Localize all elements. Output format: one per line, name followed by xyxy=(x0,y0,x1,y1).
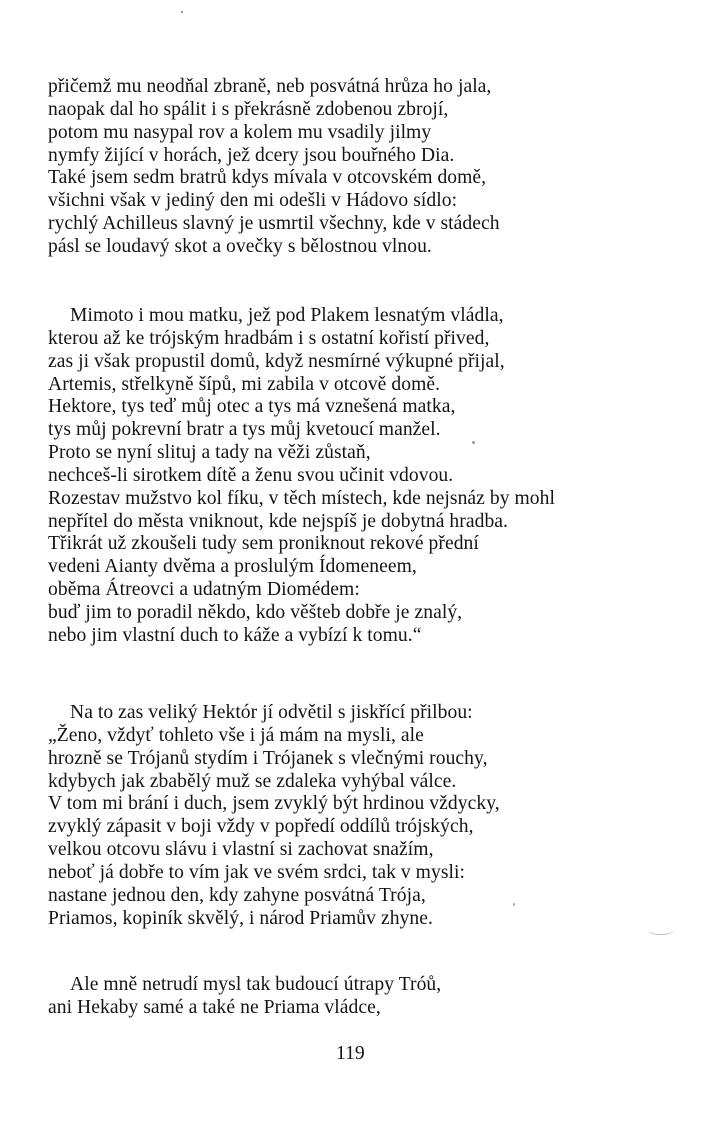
verse-line: buď jim to poradil někdo, kdo věšteb dobře je znalý, xyxy=(48,601,463,623)
verse-line: zvyklý zápasit v boji vždy v popředí oddílů trójských, xyxy=(48,816,474,838)
verse-line: kterou až ke trójským hradbám i s ostatní kořistí přived, xyxy=(48,327,490,349)
verse-line: „Ženo, vždyť tohleto vše i já mám na mysli, ale xyxy=(48,724,424,746)
verse-line-indented: Ale mně netrudí mysl tak budoucí útrapy Tróů, xyxy=(70,974,442,995)
verse-line: přičemž mu neodňal zbraně, neb posvátná hrůza ho jala, xyxy=(48,76,492,97)
verse-line: velkou otcovu slávu i vlastní si zachovat snažím, xyxy=(48,839,434,861)
verse-line: Také jsem sedm bratrů kdys mívala v otcovském domě, xyxy=(48,167,487,189)
verse-line: zas ji však propustil domů, když nesmírné výkupné přijal, xyxy=(48,350,505,372)
verse-line: všichni však v jediný den mi odešli v Hádovo sídlo: xyxy=(48,190,458,212)
scan-speck xyxy=(181,11,183,13)
verse-line: Proto se nyní slituj a tady na věži zůstaň, xyxy=(48,442,371,464)
verse-line: nymfy žijící v horách, jež dcery jsou bouřného Dia. xyxy=(48,144,455,166)
scan-mark xyxy=(648,926,674,935)
verse-line: hrozně se Trójanů stydím i Trójanek s vlečnými rouchy, xyxy=(48,747,488,769)
verse-line: nebo jim vlastní duch to káže a vybízí k tomu.“ xyxy=(48,624,422,646)
verse-line: Rozestav mužstvo kol fíku, v těch místech, kde nejsnáz by mohl xyxy=(48,487,555,509)
page-number: 119 xyxy=(336,1043,365,1064)
scan-speck xyxy=(513,903,515,906)
verse-line: nepřítel do města vniknout, kde nejspíš je dobytná hradba. xyxy=(48,510,508,532)
verse-line: oběma Átreovci a udatným Diomédem: xyxy=(48,579,360,601)
stanza-3 xyxy=(48,702,500,930)
verse-line: Priamos, kopiník skvělý, i národ Priamův zhyne. xyxy=(48,907,433,929)
stanza-2 xyxy=(48,305,555,648)
verse-line: ani Hekaby samé a také ne Priama vládce, xyxy=(48,996,381,1018)
verse-line: rychlý Achilleus slavný je usmrtil všechny, kde v stádech xyxy=(48,213,500,235)
verse-line: V tom mi brání i duch, jsem zvyklý být hrdinou vždycky, xyxy=(48,793,500,815)
verse-line: nastane jednou den, kdy zahyne posvátná Trója, xyxy=(48,884,426,906)
verse-line: kdybych jak zbabělý muž se zdaleka vyhýbal válce. xyxy=(48,770,457,792)
verse-line-indented: Mimoto i mou matku, jež pod Plakem lesnatým vládla, xyxy=(70,305,504,326)
verse-line: nechceš-li sirotkem dítě a ženu svou učinit vdovou. xyxy=(48,464,454,486)
verse-line-indented: Na to zas veliký Hektór jí odvětil s jiskřící přilbou: xyxy=(70,702,473,723)
verse-line: tys můj pokrevní bratr a tys můj kvetoucí manžel. xyxy=(48,419,441,441)
verse-line: vedeni Aianty dvěma a proslulým Ídomeneem, xyxy=(48,556,417,578)
verse-line: pásl se loudavý skot a ovečky s bělostnou vlnou. xyxy=(48,235,432,257)
verse-line: naopak dal ho spálit i s překrásně zdobenou zbrojí, xyxy=(48,98,449,120)
verse-line: potom mu nasypal rov a kolem mu vsadily jilmy xyxy=(48,121,432,143)
stanza-1 xyxy=(48,76,500,259)
stanza-4 xyxy=(48,974,441,1020)
verse-line: Artemis, střelkyně šípů, mi zabila v otcově domě. xyxy=(48,373,441,395)
verse-line: Třikrát už zkoušeli tudy sem proniknout rekové přední xyxy=(48,533,479,555)
verse-line: neboť já dobře to vím jak ve svém srdci, tak v mysli: xyxy=(48,861,465,883)
verse-line: Hektore, tys teď můj otec a tys má vznešená matka, xyxy=(48,396,456,418)
